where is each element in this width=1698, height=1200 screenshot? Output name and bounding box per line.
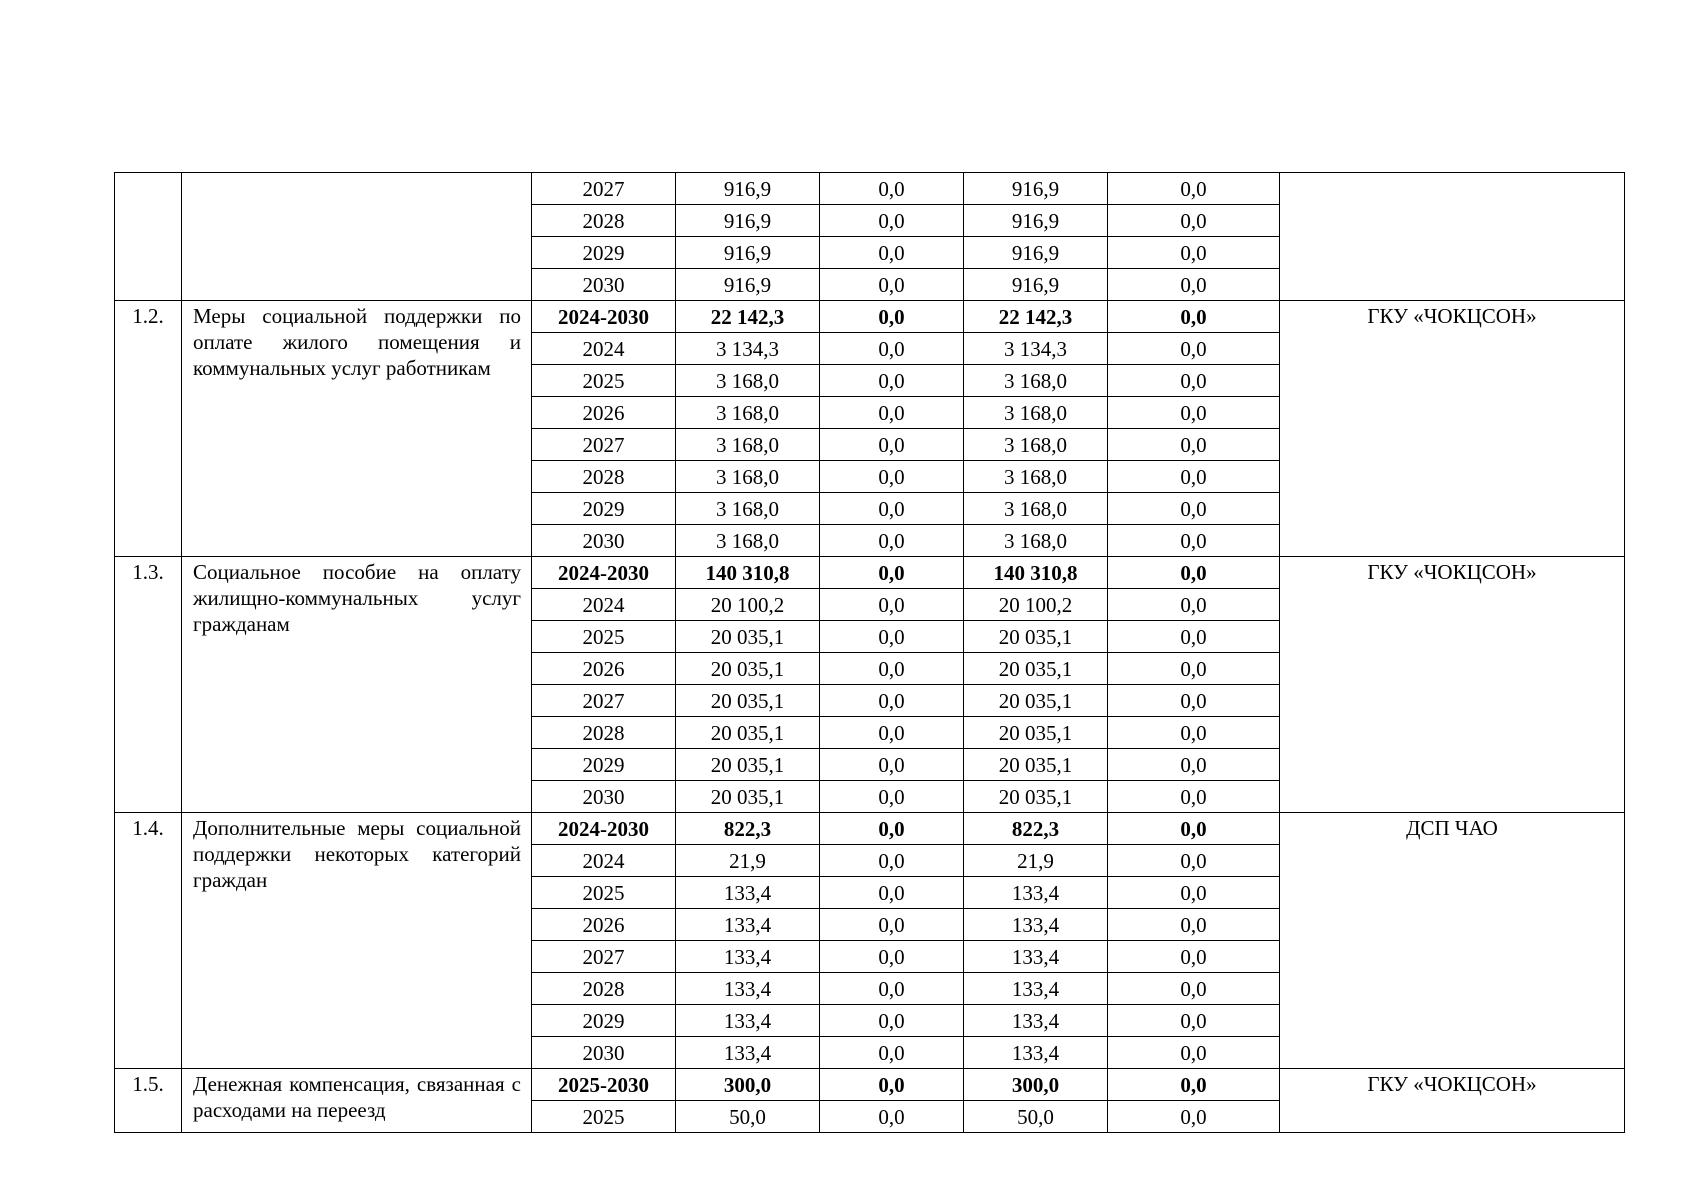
funding-cell: 0,0 (820, 205, 964, 237)
funding-cell: 0,0 (1108, 237, 1280, 269)
funding-cell: 0,0 (1108, 525, 1280, 557)
funding-cell: 0,0 (820, 877, 964, 909)
funding-cell: 0,0 (1108, 845, 1280, 877)
funding-cell: 0,0 (820, 1101, 964, 1133)
funding-cell: 0,0 (1108, 557, 1280, 589)
funding-cell: 0,0 (1108, 301, 1280, 333)
total-cell: 50,0 (676, 1101, 820, 1133)
total-cell: 300,0 (676, 1069, 820, 1101)
total-cell: 20 100,2 (676, 589, 820, 621)
funding-cell: 0,0 (820, 493, 964, 525)
funding-cell: 133,4 (964, 1005, 1108, 1037)
funding-cell: 50,0 (964, 1101, 1108, 1133)
item-name: Меры социальной поддержки по оплате жилого помещения и коммунальных услуг работникам (182, 301, 532, 557)
year-cell: 2029 (532, 749, 676, 781)
year-cell: 2030 (532, 525, 676, 557)
funding-cell: 0,0 (1108, 173, 1280, 205)
table-body (115, 173, 1625, 1133)
funding-cell: 0,0 (820, 1037, 964, 1069)
funding-cell: 0,0 (820, 333, 964, 365)
funding-cell: 133,4 (964, 877, 1108, 909)
funding-cell: 21,9 (964, 845, 1108, 877)
year-cell: 2028 (532, 717, 676, 749)
total-cell: 822,3 (676, 813, 820, 845)
funding-cell: 0,0 (1108, 1101, 1280, 1133)
year-cell: 2024-2030 (532, 813, 676, 845)
item-name: Денежная компенсация, связанная с расходами на переезд (182, 1069, 532, 1133)
funding-cell: 20 035,1 (964, 717, 1108, 749)
funding-cell: 0,0 (1108, 717, 1280, 749)
total-cell: 21,9 (676, 845, 820, 877)
funding-cell: 0,0 (1108, 621, 1280, 653)
executor (1280, 173, 1625, 301)
table-row-total (115, 301, 1625, 333)
total-cell: 3 168,0 (676, 461, 820, 493)
total-cell: 916,9 (676, 205, 820, 237)
executor: ГКУ «ЧОКЦСОН» (1280, 301, 1625, 557)
executor: ГКУ «ЧОКЦСОН» (1280, 1069, 1625, 1133)
funding-cell: 0,0 (1108, 909, 1280, 941)
funding-cell: 0,0 (1108, 333, 1280, 365)
funding-cell: 140 310,8 (964, 557, 1108, 589)
funding-cell: 0,0 (1108, 685, 1280, 717)
year-cell: 2030 (532, 1037, 676, 1069)
funding-cell: 20 100,2 (964, 589, 1108, 621)
funding-cell: 0,0 (820, 685, 964, 717)
funding-cell: 0,0 (1108, 205, 1280, 237)
year-cell: 2027 (532, 685, 676, 717)
funding-cell: 0,0 (1108, 813, 1280, 845)
total-cell: 3 134,3 (676, 333, 820, 365)
table-row-total (115, 813, 1625, 845)
funding-cell: 0,0 (820, 365, 964, 397)
funding-cell: 3 168,0 (964, 461, 1108, 493)
total-cell: 3 168,0 (676, 397, 820, 429)
funding-cell: 0,0 (1108, 365, 1280, 397)
funding-cell: 20 035,1 (964, 621, 1108, 653)
total-cell: 3 168,0 (676, 493, 820, 525)
funding-cell: 0,0 (1108, 749, 1280, 781)
year-cell: 2024 (532, 333, 676, 365)
funding-cell: 0,0 (1108, 429, 1280, 461)
total-cell: 20 035,1 (676, 749, 820, 781)
year-cell: 2025 (532, 1101, 676, 1133)
item-name: Дополнительные меры социальной поддержки некоторых категорий граждан (182, 813, 532, 1069)
year-cell: 2030 (532, 269, 676, 301)
funding-cell: 0,0 (820, 1005, 964, 1037)
year-cell: 2029 (532, 1005, 676, 1037)
funding-cell: 0,0 (820, 749, 964, 781)
total-cell: 133,4 (676, 1005, 820, 1037)
funding-cell: 0,0 (820, 525, 964, 557)
year-cell: 2027 (532, 173, 676, 205)
total-cell: 20 035,1 (676, 685, 820, 717)
funding-cell: 0,0 (820, 653, 964, 685)
year-cell: 2026 (532, 909, 676, 941)
year-cell: 2025 (532, 365, 676, 397)
funding-cell: 0,0 (1108, 653, 1280, 685)
funding-cell: 300,0 (964, 1069, 1108, 1101)
funding-cell: 0,0 (1108, 781, 1280, 813)
total-cell: 140 310,8 (676, 557, 820, 589)
funding-cell: 3 134,3 (964, 333, 1108, 365)
funding-cell: 0,0 (820, 589, 964, 621)
funding-cell: 0,0 (1108, 941, 1280, 973)
total-cell: 3 168,0 (676, 429, 820, 461)
year-cell: 2027 (532, 429, 676, 461)
total-cell: 133,4 (676, 973, 820, 1005)
total-cell: 3 168,0 (676, 525, 820, 557)
funding-cell: 0,0 (820, 781, 964, 813)
funding-cell: 0,0 (820, 941, 964, 973)
budget-table (114, 172, 1625, 1133)
total-cell: 916,9 (676, 237, 820, 269)
funding-cell: 0,0 (820, 813, 964, 845)
year-cell: 2029 (532, 493, 676, 525)
item-name (182, 173, 532, 301)
year-cell: 2026 (532, 653, 676, 685)
year-cell: 2024-2030 (532, 557, 676, 589)
year-cell: 2025 (532, 877, 676, 909)
funding-cell: 20 035,1 (964, 749, 1108, 781)
item-number: 1.4. (115, 813, 182, 1069)
funding-cell: 3 168,0 (964, 429, 1108, 461)
year-cell: 2029 (532, 237, 676, 269)
funding-cell: 0,0 (820, 397, 964, 429)
total-cell: 20 035,1 (676, 717, 820, 749)
year-cell: 2028 (532, 461, 676, 493)
funding-cell: 0,0 (820, 461, 964, 493)
funding-cell: 20 035,1 (964, 653, 1108, 685)
item-number: 1.5. (115, 1069, 182, 1133)
funding-cell: 822,3 (964, 813, 1108, 845)
funding-cell: 0,0 (1108, 269, 1280, 301)
funding-cell: 916,9 (964, 205, 1108, 237)
total-cell: 133,4 (676, 941, 820, 973)
item-name: Социальное пособие на оплату жилищно-коммунальных услуг гражданам (182, 557, 532, 813)
funding-cell: 0,0 (820, 909, 964, 941)
funding-cell: 3 168,0 (964, 493, 1108, 525)
funding-cell: 0,0 (820, 1069, 964, 1101)
funding-cell: 0,0 (820, 973, 964, 1005)
funding-cell: 916,9 (964, 173, 1108, 205)
table-row (115, 173, 1625, 205)
total-cell: 20 035,1 (676, 781, 820, 813)
funding-cell: 916,9 (964, 269, 1108, 301)
funding-cell: 0,0 (1108, 973, 1280, 1005)
year-cell: 2024 (532, 845, 676, 877)
table-row-total (115, 557, 1625, 589)
funding-cell: 133,4 (964, 941, 1108, 973)
funding-cell: 3 168,0 (964, 397, 1108, 429)
funding-cell: 0,0 (820, 621, 964, 653)
item-number: 1.2. (115, 301, 182, 557)
funding-cell: 0,0 (1108, 493, 1280, 525)
total-cell: 133,4 (676, 909, 820, 941)
funding-cell: 3 168,0 (964, 365, 1108, 397)
funding-cell: 3 168,0 (964, 525, 1108, 557)
funding-cell: 916,9 (964, 237, 1108, 269)
funding-cell: 133,4 (964, 973, 1108, 1005)
funding-cell: 0,0 (820, 237, 964, 269)
funding-cell: 133,4 (964, 1037, 1108, 1069)
funding-cell: 0,0 (820, 173, 964, 205)
year-cell: 2025 (532, 621, 676, 653)
year-cell: 2024 (532, 589, 676, 621)
funding-cell: 0,0 (820, 269, 964, 301)
item-number (115, 173, 182, 301)
year-cell: 2030 (532, 781, 676, 813)
executor: ГКУ «ЧОКЦСОН» (1280, 557, 1625, 813)
year-cell: 2025-2030 (532, 1069, 676, 1101)
funding-cell: 0,0 (820, 845, 964, 877)
total-cell: 133,4 (676, 1037, 820, 1069)
year-cell: 2028 (532, 973, 676, 1005)
funding-cell: 133,4 (964, 909, 1108, 941)
table-row-total (115, 1069, 1625, 1101)
total-cell: 133,4 (676, 877, 820, 909)
total-cell: 22 142,3 (676, 301, 820, 333)
funding-cell: 0,0 (1108, 1069, 1280, 1101)
year-cell: 2028 (532, 205, 676, 237)
funding-cell: 0,0 (820, 301, 964, 333)
funding-cell: 20 035,1 (964, 781, 1108, 813)
funding-cell: 0,0 (1108, 1037, 1280, 1069)
total-cell: 916,9 (676, 269, 820, 301)
funding-cell: 0,0 (1108, 877, 1280, 909)
funding-cell: 22 142,3 (964, 301, 1108, 333)
item-number: 1.3. (115, 557, 182, 813)
funding-cell: 0,0 (820, 557, 964, 589)
funding-cell: 0,0 (820, 717, 964, 749)
year-cell: 2027 (532, 941, 676, 973)
funding-cell: 0,0 (820, 429, 964, 461)
funding-cell: 0,0 (1108, 1005, 1280, 1037)
funding-cell: 0,0 (1108, 461, 1280, 493)
year-cell: 2026 (532, 397, 676, 429)
executor: ДСП ЧАО (1280, 813, 1625, 1069)
funding-cell: 20 035,1 (964, 685, 1108, 717)
total-cell: 20 035,1 (676, 653, 820, 685)
funding-cell: 0,0 (1108, 397, 1280, 429)
total-cell: 20 035,1 (676, 621, 820, 653)
total-cell: 3 168,0 (676, 365, 820, 397)
total-cell: 916,9 (676, 173, 820, 205)
funding-cell: 0,0 (1108, 589, 1280, 621)
year-cell: 2024-2030 (532, 301, 676, 333)
